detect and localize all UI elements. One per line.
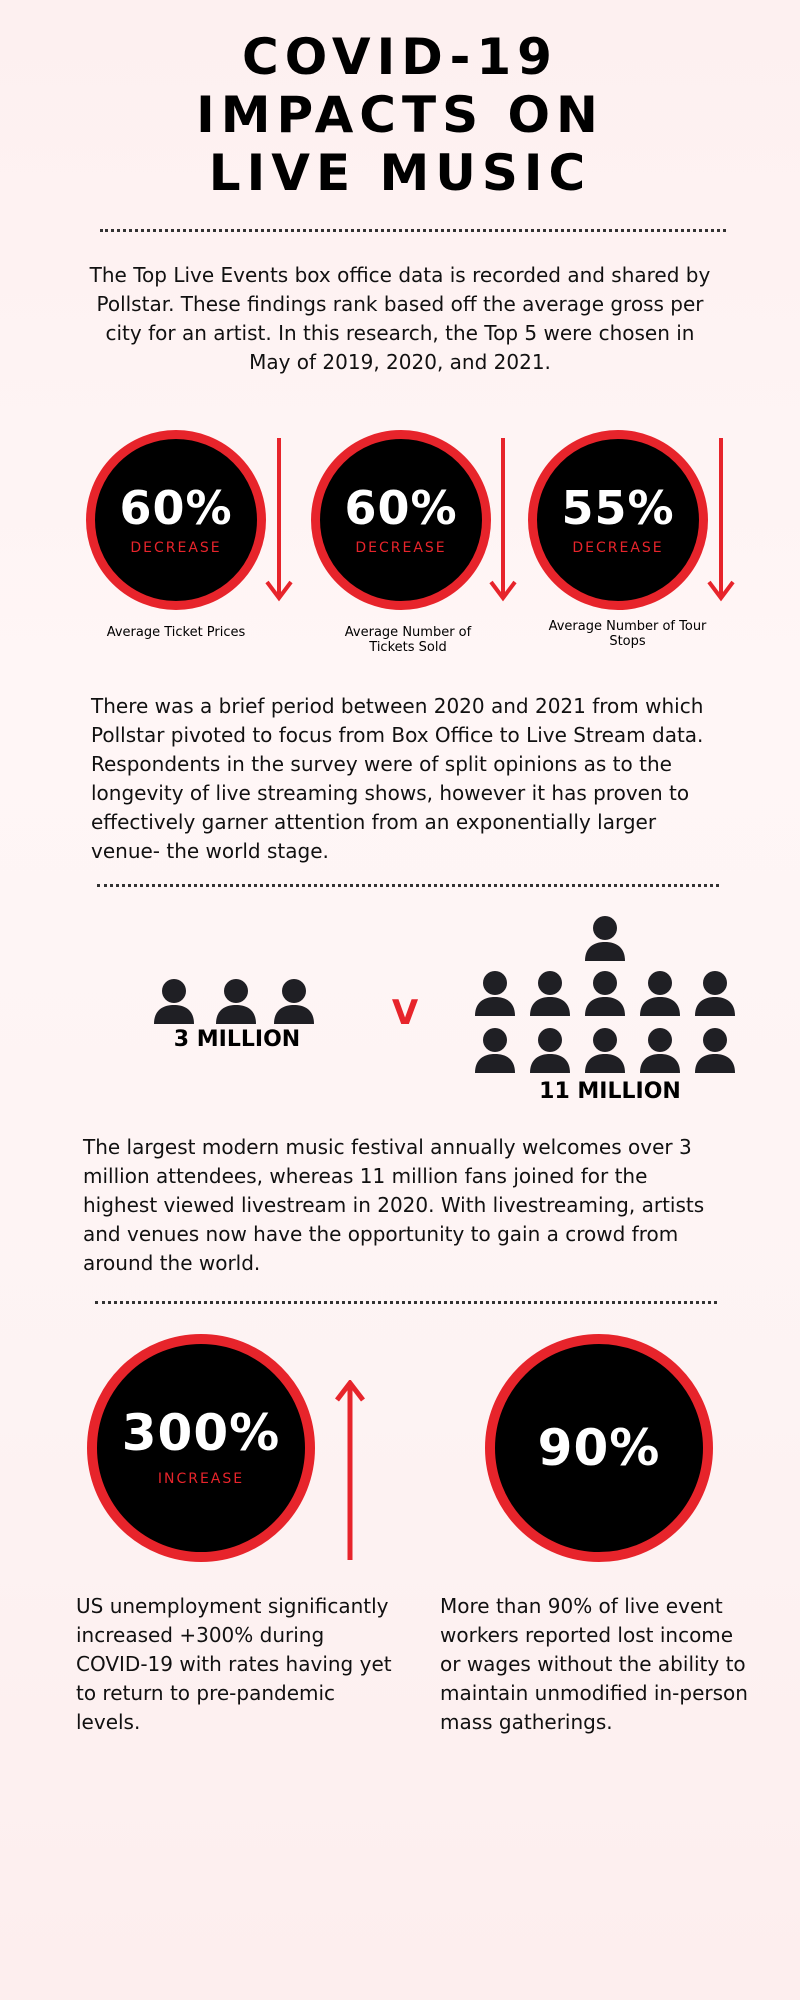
right-crowd xyxy=(473,915,743,1075)
unemployment-text: US unemployment significantly increased +300% during COVID-19 with rates having yet to return to pre-pandemic levels. xyxy=(76,1594,392,1734)
divider-3 xyxy=(95,1301,717,1304)
person-icon xyxy=(638,1027,682,1073)
stat-value: 55% xyxy=(561,481,675,535)
person-icon xyxy=(638,970,682,1016)
stat-circle-tickets-sold xyxy=(311,430,491,610)
versus-mark: V xyxy=(391,993,419,1033)
person-icon xyxy=(583,1027,627,1073)
left-crowd-label: 3 MILLION xyxy=(173,1027,301,1052)
income-text: More than 90% of live event workers reported lost income or wages without the ability to maintain unmodified in-person mass gatherings. xyxy=(440,1594,748,1734)
livestream-text: There was a brief period between 2020 and 2021 from which Pollstar pivoted to focus from Box Office to Live Stream data. Respondents in the survey were of split opinions as to the longevity of live streaming shows, however it has proven to effectively garner attention from an exponentially larger venue- the world stage. xyxy=(91,694,704,863)
stat-value: 300% xyxy=(121,1404,281,1462)
stat-caption: Average Number of Tour Stops xyxy=(548,619,707,649)
title-line-3: LIVE MUSIC xyxy=(208,144,592,202)
stat-circle-ticket-prices xyxy=(86,430,266,610)
left-crowd xyxy=(152,978,322,1024)
arrow-down-icon xyxy=(705,436,737,606)
stat-circle-income xyxy=(485,1334,713,1562)
stat-value: 90% xyxy=(537,1419,661,1477)
stat-circle-tour-stops xyxy=(528,430,708,610)
person-icon xyxy=(528,1027,572,1073)
person-icon xyxy=(214,978,258,1024)
stat-caption: Average Number of Tickets Sold xyxy=(344,625,472,655)
page-title xyxy=(0,28,800,202)
arrow-down-icon xyxy=(487,436,519,606)
person-icon xyxy=(272,978,316,1024)
person-icon xyxy=(473,1027,517,1073)
stat-value: 60% xyxy=(344,481,458,535)
person-icon xyxy=(693,1027,737,1073)
divider-1 xyxy=(100,229,726,232)
stat-label: INCREASE xyxy=(157,1471,245,1487)
person-icon xyxy=(528,970,572,1016)
person-icon xyxy=(152,978,196,1024)
person-icon xyxy=(583,970,627,1016)
stat-circle-unemployment xyxy=(87,1334,315,1562)
arrow-up-icon xyxy=(334,1380,366,1562)
intro-text: The Top Live Events box office data is recorded and shared by Pollstar. These findings rank based off the average gross per city for an artist. In this research, the Top 5 were chosen in May of 2019, 2020, and 2021. xyxy=(89,263,711,374)
person-icon xyxy=(583,915,627,961)
person-icon xyxy=(693,970,737,1016)
title-line-2: IMPACTS ON xyxy=(196,86,604,144)
person-icon xyxy=(473,970,517,1016)
stat-label: DECREASE xyxy=(572,540,664,556)
stat-label: DECREASE xyxy=(130,540,222,556)
stat-value: 60% xyxy=(119,481,233,535)
title-line-1: COVID-19 xyxy=(242,28,558,86)
stat-label: DECREASE xyxy=(355,540,447,556)
right-crowd-label: 11 MILLION xyxy=(539,1079,681,1104)
festival-text: The largest modern music festival annually welcomes over 3 million attendees, whereas 11 million fans joined for the highest viewed livestream in 2020. With livestreaming, artists and venues now have the opportunity to gain a crowd from around the world. xyxy=(83,1135,705,1275)
divider-2 xyxy=(97,884,719,887)
arrow-down-icon xyxy=(263,436,295,606)
stat-caption: Average Ticket Prices xyxy=(106,625,246,640)
